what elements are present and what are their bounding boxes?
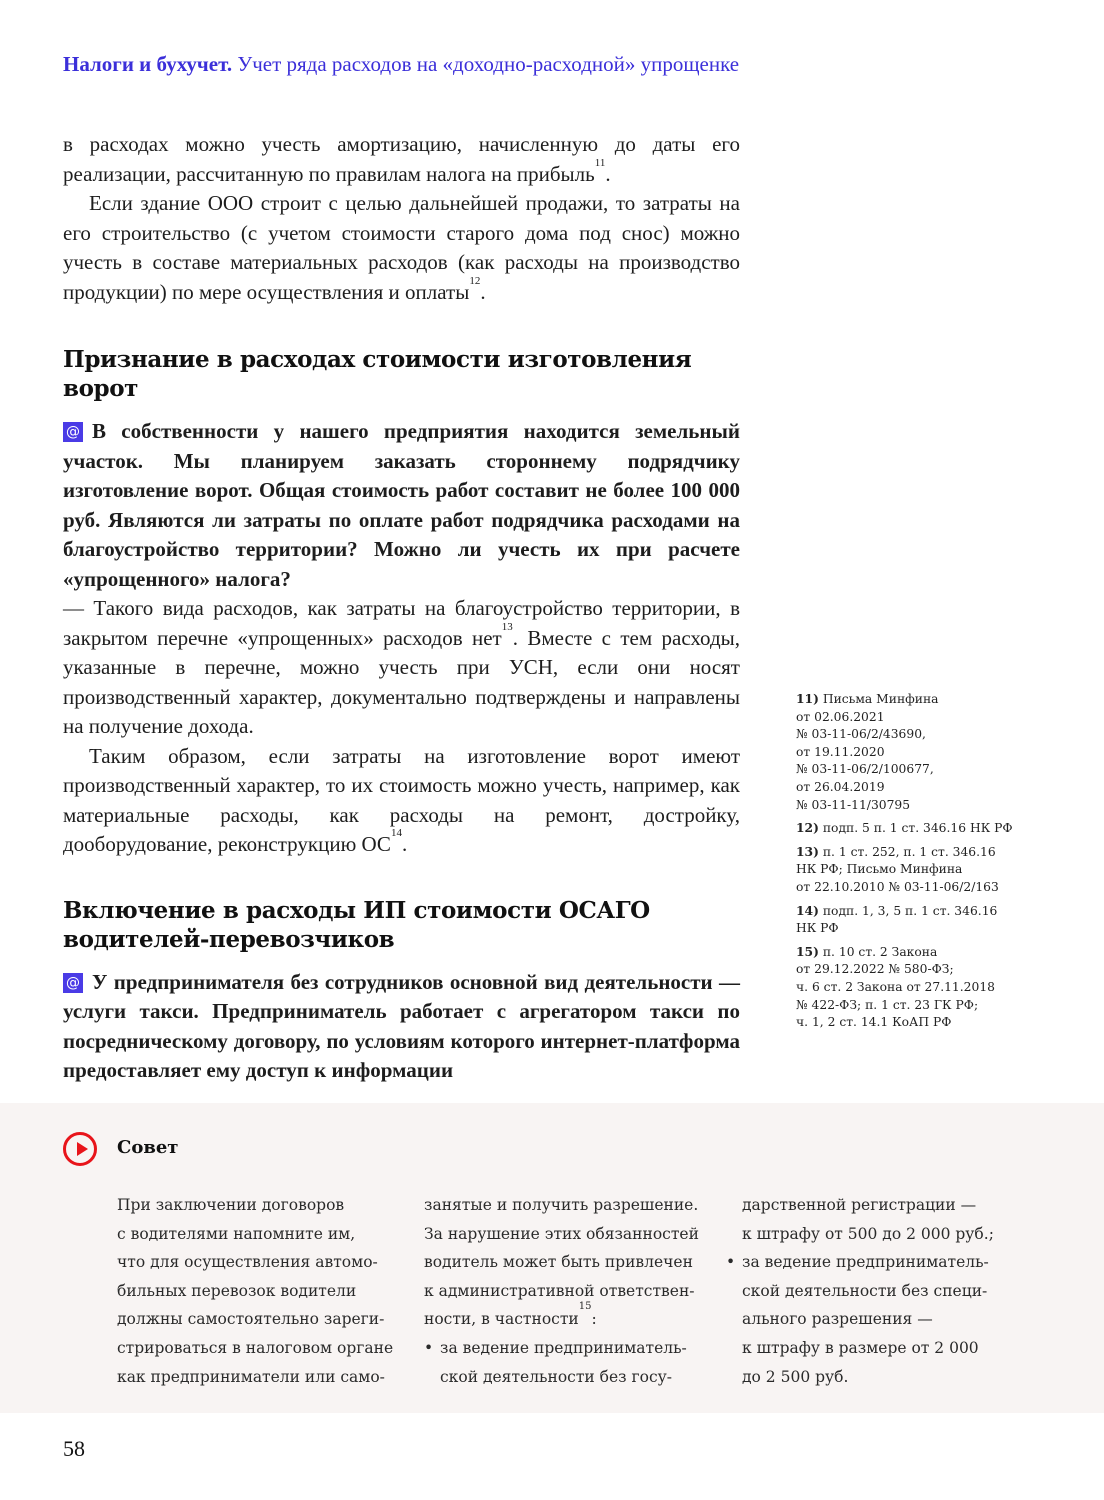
advice-box (0, 1103, 1104, 1413)
question-gates: @ В собственности у нашего предприятия находится земельный участок. Мы планируем заказать стороннему подрядчику изготовление ворот. Общая стоимость работ составит не более 100 000 руб. Являются ли затраты по оплате работ подрядчика расходами на благоустройство территории? Можно ли учесть их при расчете «упрощенного» налога? (63, 419, 740, 591)
advice-column-2: занятые и получить разрешение. За нарушение этих обязанностей водитель может быть привлечен к административной ответствен- ности, в частности$^{15}$: • за ведение предприниматель- ской деятельности без госу- (424, 1196, 699, 1386)
main-column (63, 130, 740, 1086)
running-head (63, 52, 739, 77)
bullet-icon: • (726, 1253, 736, 1272)
footnote-12: 12) подп. 5 п. 1 ст. 346.16 НК РФ (796, 820, 1013, 836)
footnote-ref: 12 (469, 274, 481, 287)
bullet-icon: • (424, 1338, 434, 1357)
advice-title: Совет (117, 1137, 179, 1158)
question-osago: @ У предпринимателя без сотрудников основной вид деятельности — услуги такси. Предприниматель работает с агрегатором такси по посредническому договору, по условиям которого интернет-платформа предоставляет ему доступ к информации (63, 969, 740, 1082)
answer-gates-paragraph-2: Таким образом, если затраты на изготовление ворот имеют производственный характер, то их стоимость можно учесть, например, как материальные расходы, как расходы на ремонт, достройку, дооборудование, реконструкцию ОС$^{14}$. (63, 743, 740, 856)
question-at-icon: @ (63, 973, 83, 993)
advice-column-1: При заключении договоров с водителями напомните им, что для осуществления автомо- бильных перевозок водители должны самостоятельно зареги- стрироваться в налоговом органе как предприниматели или само- (117, 1196, 394, 1386)
play-circle-icon (63, 1132, 97, 1166)
running-head-title: Учет ряда расходов на «доходно-расходной» упрощенке (237, 52, 740, 76)
page-number: 58 (63, 1436, 85, 1461)
footnote-14: 14) подп. 1, 3, 5 п. 1 ст. 346.16 НК РФ (796, 902, 998, 936)
question-at-icon: @ (63, 422, 83, 442)
advice-bullet-2: • за ведение предприниматель- (742, 1248, 994, 1277)
footnotes-sidebar (796, 690, 1056, 1037)
footnote-ref: 13 (501, 620, 513, 633)
section-heading-gates: Признание в расходах стоимости изготовления ворот (63, 346, 692, 402)
footnote-13: 13) п. 1 ст. 252, п. 1 ст. 346.16 НК РФ; Письмо Минфина от 22.10.2010 № 03-11-06/2/163 (796, 843, 999, 894)
intro-paragraph-2: Если здание ООО строит с целью дальнейшей продажи, то затраты на его строительство (с учетом стоимости старого дома под снос) можно учесть в составе материальных расходов (как расходы на производство продукции) по мере осуществления и оплаты$^{12}$. (63, 191, 740, 304)
footnote-ref: 14 (390, 827, 402, 839)
footnote-11: 11) Письма Минфина от 02.06.2021 № 03-11-06/2/43690, от 19.11.2020 № 03-11-06/2/100677, от 26.04.2019 № 03-11-11/30795 (796, 691, 939, 812)
section-heading-osago: Включение в расходы ИП стоимости ОСАГО водителей-перевозчиков (63, 896, 650, 953)
intro-paragraph-1: в расходах можно учесть амортизацию, начисленную до даты его реализации, рассчитанную по правилам налога на прибыль$^{11}$. (63, 132, 740, 186)
advice-column-3: дарственной регистрации — к штрафу от 500 до 2 000 руб.; • за ведение предприниматель- ской деятельности без специ- ального разрешения — к штрафу в размере от 2 000 до 2 500 руб. (726, 1196, 994, 1386)
running-head-section: Налоги и бухучет. (63, 52, 233, 76)
footnote-15: 15) п. 10 ст. 2 Закона от 29.12.2022 № 580-ФЗ; ч. 6 ст. 2 Закона от 27.11.2018 № 422-ФЗ; п. 1 ст. 23 ГК РФ; ч. 1, 2 ст. 14.1 КоАП РФ (796, 943, 995, 1030)
footnote-ref: 15 (578, 1301, 592, 1313)
advice-bullet-1: • за ведение предприниматель- (424, 1334, 699, 1363)
footnote-ref: 11 (594, 156, 606, 169)
answer-gates: — Такого вида расходов, как затраты на благоустройство территории, в закрытом перечне «упрощенных» расходов нет$^{13}$. Вместе с тем расходы, указанные в перечне, можно учесть при УСН, если они носят производственный характер, документально подтверждены и направлены на получение дохода. (63, 596, 740, 738)
